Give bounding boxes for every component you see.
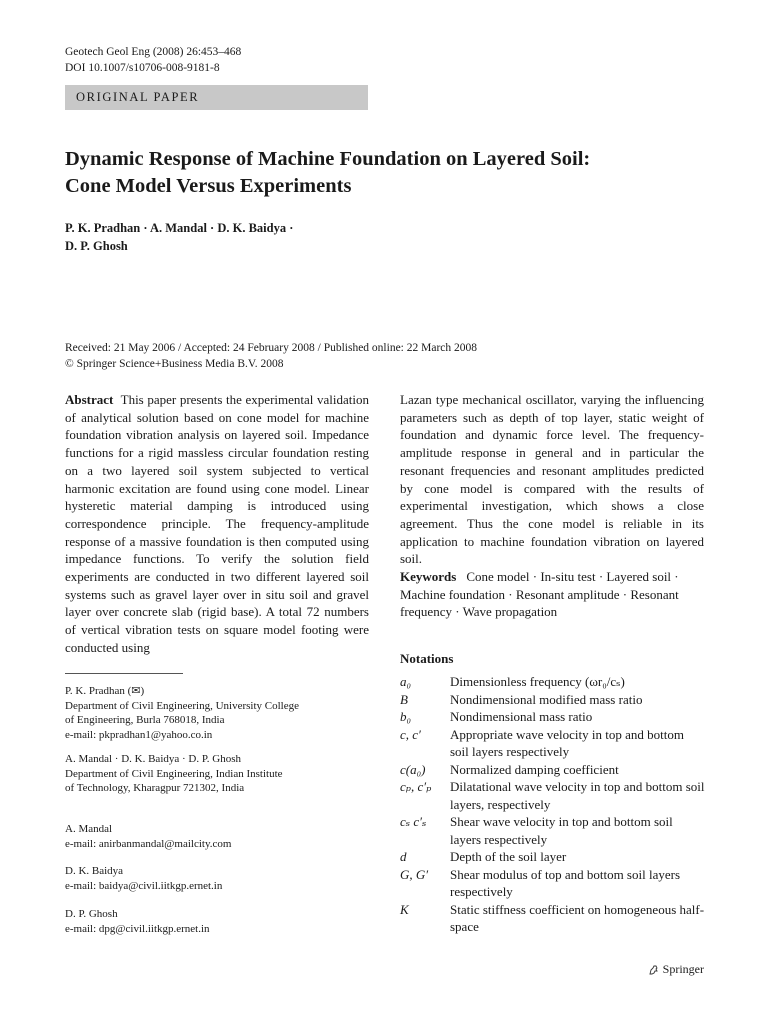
notations-list [400, 673, 705, 936]
affiliation-line: A. Mandal [65, 823, 113, 835]
publisher-name: Springer [662, 962, 704, 976]
journal-header [65, 44, 241, 76]
notation-definition: Static stiffness coefficient on homogeneous half-space [450, 901, 705, 934]
affiliation-line: of Engineering, Burla 768018, India [65, 714, 225, 726]
notation-definition: Dimensionless frequency (ωr₀/cₛ) [450, 674, 625, 689]
notation-row [400, 901, 705, 936]
keywords [400, 568, 704, 621]
notation-definition: Shear modulus of top and bottom soil layers respectively [450, 866, 681, 899]
affiliation-3 [65, 822, 365, 851]
notation-definition: Appropriate wave velocity in top and bottom soil layers respectively [450, 726, 684, 759]
notation-row [400, 813, 705, 848]
affiliation-line: Department of Civil Engineering, Indian Institute [65, 767, 283, 780]
notation-row [400, 726, 705, 761]
springer-horse-icon [648, 964, 660, 976]
notation-row [400, 778, 705, 813]
title-line-2: Cone Model Versus Experiments [65, 175, 352, 197]
notation-symbol: d [400, 849, 407, 864]
notation-symbol: c, c′ [400, 726, 421, 742]
affiliation-email[interactable]: e-mail: dpg@civil.iitkgp.ernet.in [65, 922, 210, 935]
authors-line-2: D. P. Ghosh [65, 239, 128, 253]
notation-definition: Shear wave velocity in top and bottom soil layers respectively [450, 814, 673, 847]
notation-symbol: a₀ [400, 674, 412, 689]
notation-symbol: cₚ, c′ₚ [400, 779, 432, 794]
section-band [65, 85, 368, 110]
footnote-rule [65, 673, 183, 674]
abstract [65, 391, 369, 657]
notation-symbol: b₀ [400, 709, 412, 724]
affiliation-line: Department of Civil Engineering, University College [65, 699, 300, 712]
notation-row [400, 708, 705, 726]
affiliation-2 [65, 752, 365, 796]
notation-symbol: K [400, 901, 409, 917]
keywords-text: Cone model · In-situ test · Layered soil · Machine foundation · Resonant amplitude · Resonant frequency · Wave propagation [400, 569, 679, 620]
journal-citation: Geotech Geol Eng (2008) 26:453–468 [65, 46, 242, 58]
authors-line-1: P. K. Pradhan · A. Mandal · D. K. Baidya · [65, 221, 294, 235]
notation-definition: Depth of the soil layer [450, 849, 567, 864]
affiliation-5 [65, 907, 365, 936]
title-line-1: Dynamic Response of Machine Foundation on Layered Soil: [65, 148, 591, 170]
notation-row [400, 673, 705, 691]
doi: DOI 10.1007/s10706-008-9181-8 [65, 62, 220, 74]
notation-symbol: B [400, 691, 408, 707]
notation-symbol: c(a₀) [400, 761, 426, 777]
affiliation-line: D. K. Baidya [65, 865, 124, 877]
notation-row [400, 866, 705, 901]
publication-dates [65, 340, 477, 372]
paper-title [65, 146, 725, 200]
notation-definition: Normalized damping coefficient [450, 761, 619, 777]
affiliation-line: of Technology, Kharagpur 721302, India [65, 782, 245, 794]
abstract-continuation: Lazan type mechanical oscillator, varying the influencing parameters such as depth of top layer, static weight of foundation and dynamic force level. The frequency-amplitude response in general and in particular the resonant frequencies and resonant amplitudes predicted by cone model is compared with the results of experimental investigation, which shows a close agreement. Thus the cone model is reliable in its application to machine foundation vibration on layered soil. [400, 392, 704, 567]
section-label: ORIGINAL PAPER [76, 90, 200, 104]
keywords-label: Keywords [400, 569, 457, 584]
authors [65, 219, 465, 255]
publisher-footer [648, 962, 704, 977]
copyright: © Springer Science+Business Media B.V. 2008 [65, 358, 284, 370]
abstract-text: This paper presents the experimental validation of analytical solution based on cone model for machine foundation vibration analysis on layered soil. Impedance functions for a rigid massless circular foundation resting on a two layered soil system subjected to vertical harmonic excitation are found using cone model. Linear hysteretic material damping is introduced using correspondence principle. The frequency-amplitude response of a massive foundation is then computed using impedance functions. To verify the solution field experiments are conducted in two different layered soil systems such as gravel layer over in situ soil and gravel layer over concrete slab (rigid base). A total 72 numbers of vertical vibration tests on square model footing were conducted using [65, 392, 369, 655]
notation-definition: Nondimensional modified mass ratio [450, 691, 643, 707]
abstract-label: Abstract [65, 392, 114, 407]
affiliation-line: P. K. Pradhan (✉) [65, 685, 145, 697]
affiliation-email[interactable]: e-mail: pkpradhan1@yahoo.co.in [65, 728, 213, 741]
affiliation-email[interactable]: e-mail: anirbanmandal@mailcity.com [65, 837, 232, 850]
notation-row [400, 761, 705, 779]
notation-symbol: G, G′ [400, 866, 429, 882]
notation-row [400, 848, 705, 866]
affiliation-line: D. P. Ghosh [65, 908, 118, 920]
date-history: Received: 21 May 2006 / Accepted: 24 February 2008 / Published online: 22 March 2008 [65, 342, 478, 354]
notation-row [400, 691, 705, 709]
notations-heading: Notations [400, 651, 454, 666]
notation-definition: Nondimensional mass ratio [450, 709, 593, 724]
notation-symbol: cₛ c′ₛ [400, 814, 427, 829]
affiliation-1 [65, 684, 365, 742]
affiliation-email[interactable]: e-mail: baidya@civil.iitkgp.ernet.in [65, 879, 223, 892]
affiliation-4 [65, 864, 365, 893]
notation-definition: Dilatational wave velocity in top and bottom soil layers, respectively [450, 779, 705, 812]
affiliation-line: A. Mandal · D. K. Baidya · D. P. Ghosh [65, 753, 241, 765]
